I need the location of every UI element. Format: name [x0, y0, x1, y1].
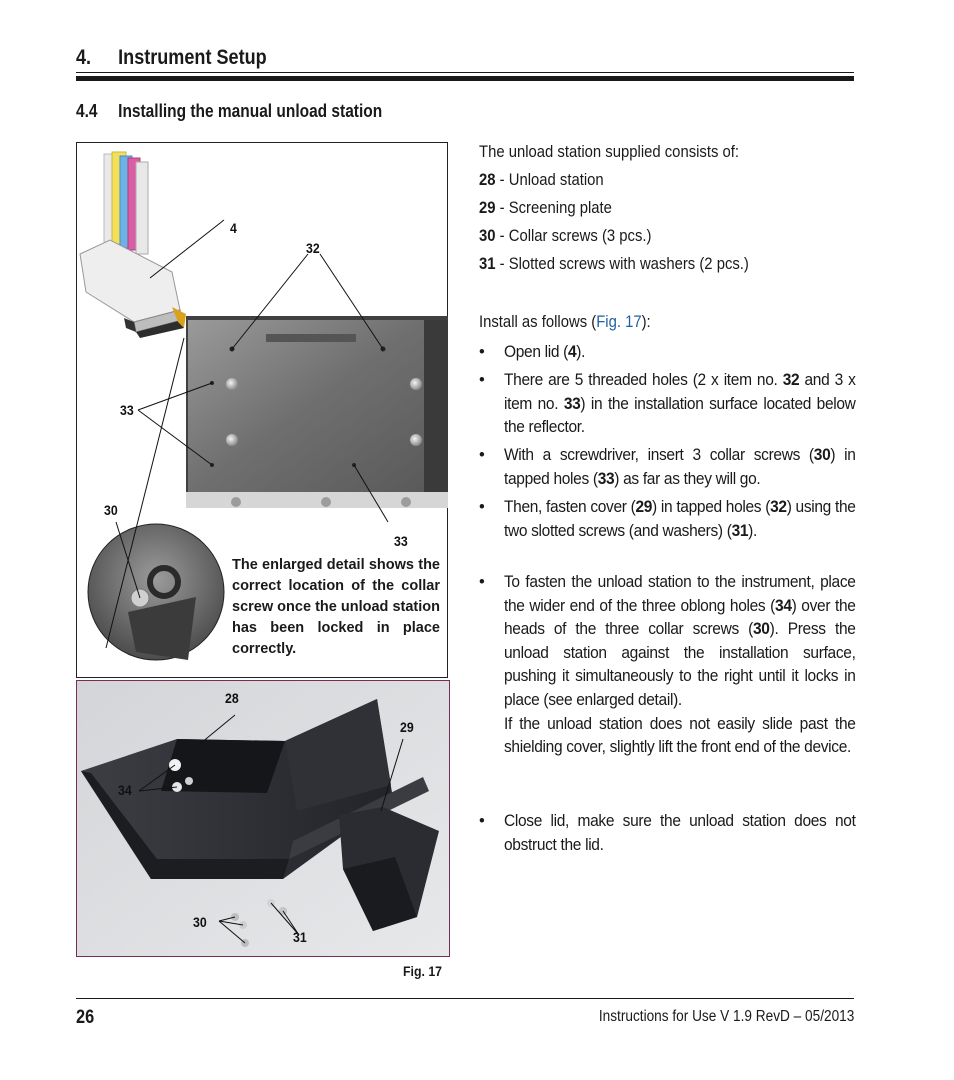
item-number: 30 [479, 227, 496, 245]
instrument-illustration [80, 152, 186, 338]
callout-30-bottom: 30 [193, 914, 207, 930]
callout-4: 4 [230, 220, 237, 236]
chapter-title: Instrument Setup [118, 46, 267, 69]
document-reference: Instructions for Use V 1.9 RevD – 05/2013 [598, 1008, 854, 1025]
step-ref: 32 [782, 371, 800, 389]
page-number: 26 [76, 1007, 95, 1028]
chapter-heading [76, 46, 267, 70]
step-text [504, 444, 856, 491]
callout-28: 28 [225, 690, 239, 706]
chapter-number: 4. [76, 46, 92, 69]
figure-link[interactable]: Fig. 17 [596, 313, 642, 331]
step-fragment: ). [576, 343, 586, 361]
figure-unload-station-photo [76, 680, 450, 957]
step-fragment: Close lid, make sure the unload station does not obstruct the lid. [504, 812, 856, 854]
section-heading [76, 101, 382, 122]
enlarged-detail-note: The enlarged detail shows the correct location of the collar screw once the unload station has been locked in place correctly. [232, 557, 440, 657]
item-text: - Unload station [495, 171, 604, 189]
bullet-icon: • [479, 573, 485, 591]
footer-rule [76, 998, 854, 999]
step-ref: 33 [563, 394, 581, 413]
step-fragment: Open lid ( [504, 343, 568, 361]
step-fragment: ) in tapped holes ( [652, 498, 771, 516]
step-fragment: ). Press the unload station against the installation surface, pushing it simultaneously to the right until it locks in place (see enlarged detail). [504, 620, 856, 709]
item-number: 29 [479, 199, 496, 217]
step-fragment: ) in the installation surface located below the reflector. [504, 394, 856, 437]
step-fragment: and 3 x item no. [504, 371, 856, 413]
callout-34: 34 [118, 782, 132, 798]
bullet-icon: • [479, 812, 485, 830]
step-text [504, 810, 856, 857]
bullet-icon: • [479, 498, 485, 516]
section-title: Installing the manual unload station [118, 101, 383, 121]
step-fragment: Then, fasten cover ( [504, 498, 636, 516]
step-ref: 34 [775, 596, 792, 615]
step-text [504, 496, 856, 543]
section-number: 4.4 [76, 101, 98, 121]
contents-intro: The unload station supplied consists of: [479, 143, 740, 161]
callout-33-left: 33 [120, 402, 134, 418]
bullet-icon: • [479, 371, 485, 389]
contents-item [479, 227, 651, 246]
step-text [504, 341, 856, 365]
step-ref: 32 [770, 498, 787, 516]
bullet-icon: • [479, 343, 485, 361]
item-number: 31 [479, 255, 496, 273]
install-lead-text: Install as follows ( [479, 313, 597, 331]
step-text [504, 571, 856, 760]
item-text: - Collar screws (3 pcs.) [495, 227, 652, 245]
step-ref: 31 [731, 521, 749, 540]
step-ref: 30 [753, 620, 770, 639]
step-ref: 29 [635, 498, 653, 516]
step-ref: 30 [813, 446, 831, 464]
step-fragment: ). [748, 521, 758, 540]
install-lead [479, 313, 651, 332]
callout-29: 29 [400, 719, 414, 735]
header-rule-thick [76, 76, 854, 81]
step-ref: 33 [597, 469, 615, 488]
callout-30-top: 30 [104, 502, 118, 518]
contents-item [479, 255, 749, 274]
step-fragment: ) as far as they will go. [614, 469, 761, 488]
bullet-icon: • [479, 446, 485, 464]
contents-item [479, 199, 612, 218]
item-number: 28 [479, 171, 496, 189]
step-fragment: There are 5 threaded holes (2 x item no. [504, 371, 783, 389]
item-text: - Slotted screws with washers (2 pcs.) [495, 255, 749, 273]
callout-33-bottom: 33 [394, 533, 408, 549]
step-fragment: To fasten the unload station to the instrument, place the wider end of the three oblong holes ( [504, 573, 856, 615]
contents-item [479, 171, 604, 190]
step-text [504, 369, 856, 440]
step-fragment: ) using the two slotted screws (and washers) ( [504, 498, 856, 540]
install-lead-close: ): [641, 313, 651, 331]
step-fragment: ) over the heads of the three collar screws ( [504, 596, 856, 639]
unload-station-illustration [77, 681, 450, 957]
step-ref: 4 [567, 343, 577, 361]
callout-31: 31 [293, 929, 307, 945]
item-text: - Screening plate [495, 199, 612, 217]
callout-32: 32 [306, 240, 320, 256]
step-fragment: ) in tapped holes ( [504, 446, 856, 488]
header-rule-thin [76, 72, 854, 73]
step-note: If the unload station does not easily slide past the shielding cover, slightly lift the front end of the device. [504, 714, 856, 757]
step-fragment: With a screwdriver, insert 3 collar screws ( [504, 446, 814, 464]
installation-plate-illustration [186, 316, 448, 508]
figure-caption: Fig. 17 [403, 963, 443, 979]
